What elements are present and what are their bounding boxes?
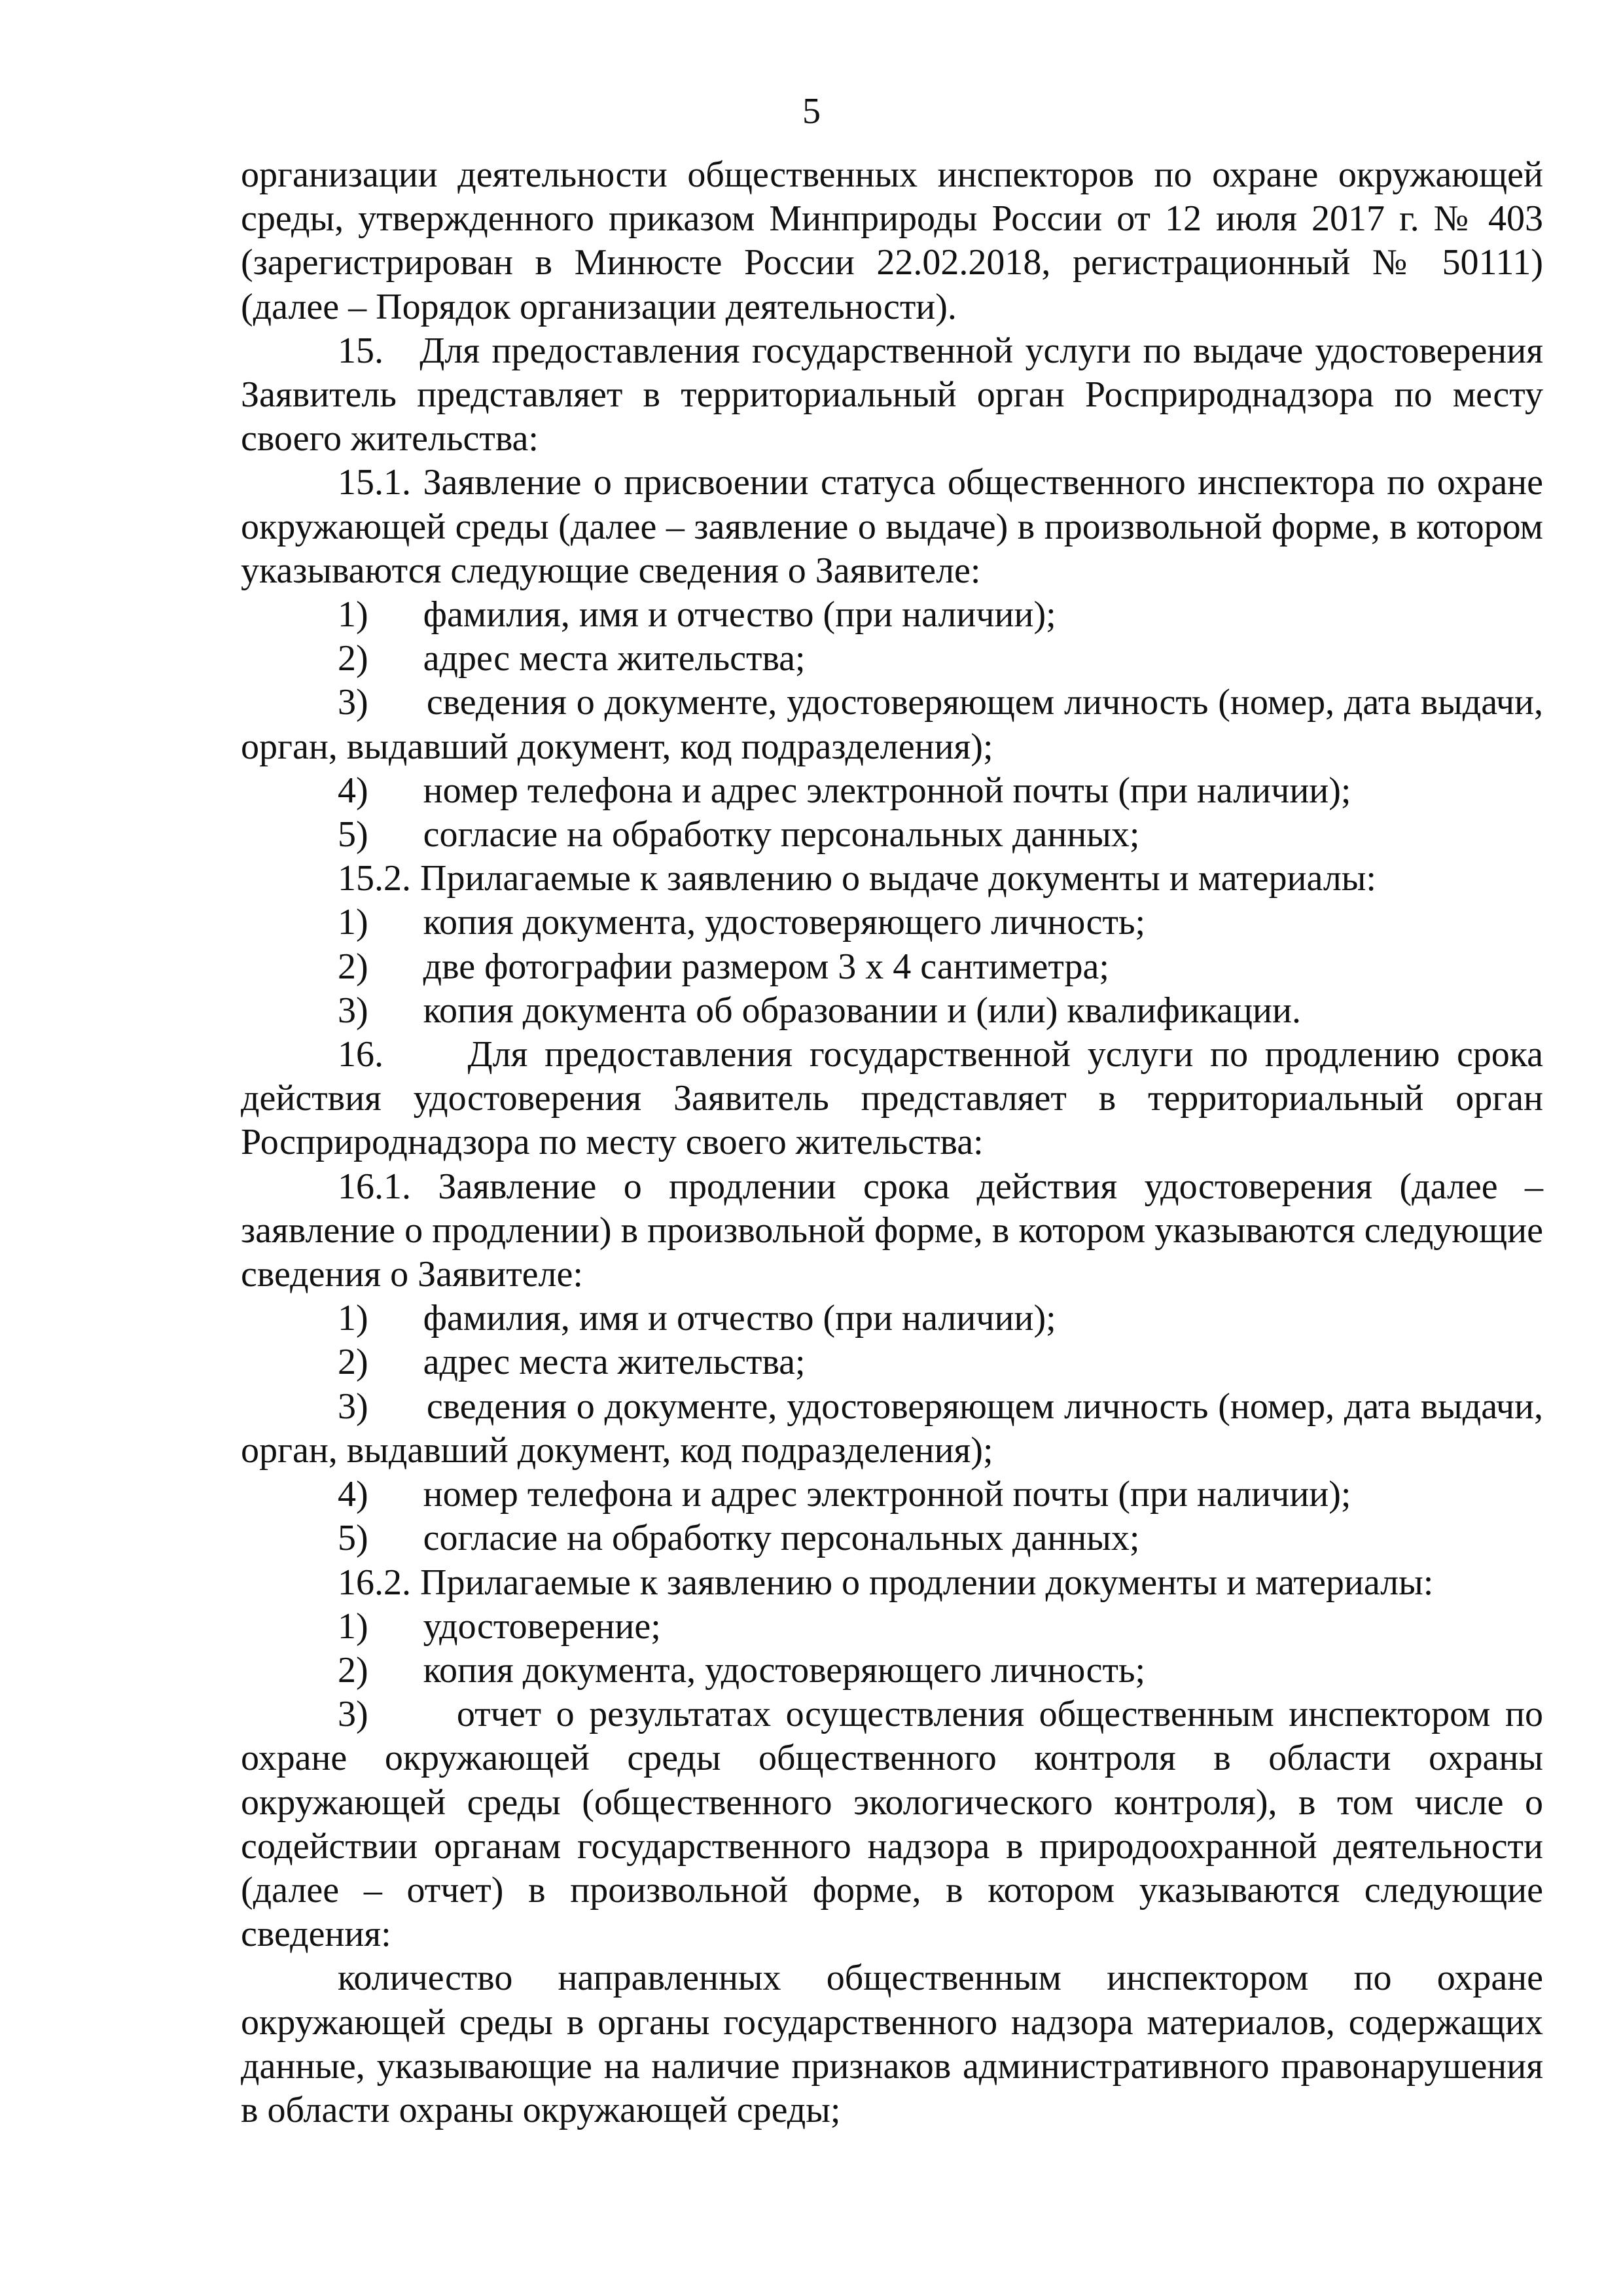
paragraph-last: количество направленных общественным инспектором по охране окружающей среды в органы государственного надзора материалов, содержащих данные, указывающие на наличие признаков административного правонарушения в области охраны окружающей среды; [241, 1958, 1543, 2130]
list-item-15-1-3 [241, 681, 1543, 768]
list-item-number: 3) [338, 1694, 368, 1735]
list-item-number: 4) [338, 770, 368, 811]
list-item-number: 1) [338, 594, 368, 636]
list-item-number: 2) [338, 638, 368, 679]
list-item-text: фамилия, имя и отчество (при наличии); [423, 1298, 1056, 1339]
paragraph-16-2-text: Прилагаемые к заявлению о продлении документы и материалы: [420, 1562, 1434, 1603]
list-item-number: 2) [338, 1342, 368, 1383]
list-item-15-1-5 [241, 813, 1543, 857]
paragraph-intro: организации деятельности общественных инспекторов по охране окружающей среды, утвержденного приказом Минприроды России от 12 июля 2017 г. № 403 (зарегистрирован в Минюсте России 22.02.2018, регистрационный № 50111) (далее – Порядок организации деятельности). [241, 154, 1543, 327]
list-item-text: номер телефона и адрес электронной почты (при наличии); [423, 1474, 1351, 1515]
paragraph-15-2-text: Прилагаемые к заявлению о выдаче документы и материалы: [420, 858, 1376, 899]
list-item-text: копия документа об образовании и (или) квалификации. [423, 990, 1301, 1031]
list-item-text: сведения о документе, удостоверяющем личность (номер, дата выдачи, орган, выдавший документ, код подразделения); [241, 682, 1543, 767]
list-item-text: две фотографии размером 3 х 4 сантиметра; [423, 946, 1109, 987]
list-item-text: копия документа, удостоверяющего личность; [423, 1649, 1146, 1691]
list-item-number: 5) [338, 1518, 368, 1559]
list-item-number: 2) [338, 946, 368, 987]
list-item-text: сведения о документе, удостоверяющем личность (номер, дата выдачи, орган, выдавший документ, код подразделения); [241, 1386, 1543, 1471]
list-item-text: согласие на обработку персональных данных; [423, 814, 1140, 855]
paragraph-15-2-number: 15.2. [338, 858, 411, 899]
page-number: 5 [802, 91, 821, 132]
list-item-16-2-3 [241, 1693, 1543, 1956]
list-item-number: 5) [338, 814, 368, 855]
list-item-16-1-2 [241, 1340, 1543, 1384]
document-body [241, 153, 1543, 2132]
paragraph-16-number: 16. [338, 1034, 383, 1075]
paragraph-15-text: Для предоставления государственной услуги по выдаче удостоверения Заявитель представляет в территориальный орган Росприроднадзора по месту своего жительства: [241, 330, 1544, 459]
list-item-15-2-2 [241, 945, 1543, 989]
list-item-text: согласие на обработку персональных данных; [423, 1518, 1140, 1559]
paragraph-15-1-number: 15.1. [338, 462, 411, 503]
list-item-number: 3) [338, 1386, 368, 1427]
paragraph-16-text: Для предоставления государственной услуги по продлению срока действия удостоверения Заявитель представляет в территориальный орган Росприроднадзора по месту своего жительства: [241, 1034, 1544, 1163]
list-item-text: удостоверение; [423, 1605, 661, 1647]
paragraph-16-2 [241, 1561, 1543, 1605]
list-item-number: 1) [338, 902, 368, 943]
paragraph-16 [241, 1033, 1543, 1165]
paragraph-15-1 [241, 461, 1543, 593]
list-item-text: отчет о результатах осуществления общественным инспектором по охране окружающей среды общественного контроля в области охраны окружающей среды (общественного экологического контроля), в том числе о содействии органам государственного надзора в природоохранной деятельности (далее – отчет) в произвольной форме, в котором указываются следующие сведения: [241, 1694, 1543, 1955]
list-item-15-1-4 [241, 769, 1543, 813]
list-item-15-1-2 [241, 637, 1543, 681]
list-item-text: адрес места жительства; [423, 1342, 806, 1383]
list-item-16-2-1 [241, 1605, 1543, 1649]
list-item-text: адрес места жительства; [423, 638, 806, 679]
list-item-16-1-1 [241, 1297, 1543, 1340]
list-item-number: 4) [338, 1474, 368, 1515]
list-item-number: 2) [338, 1649, 368, 1691]
list-item-16-2-2 [241, 1649, 1543, 1693]
list-item-16-1-3 [241, 1385, 1543, 1473]
list-item-16-1-4 [241, 1473, 1543, 1516]
list-item-text: копия документа, удостоверяющего личность; [423, 902, 1146, 943]
list-item-number: 3) [338, 682, 368, 723]
list-item-16-1-5 [241, 1516, 1543, 1560]
paragraph-15 [241, 329, 1543, 461]
paragraph-16-1-text: Заявление о продлении срока действия удостоверения (далее – заявление о продлении) в произвольной форме, в котором указываются следующие сведения о Заявителе: [241, 1166, 1544, 1295]
list-item-text: номер телефона и адрес электронной почты (при наличии); [423, 770, 1351, 811]
paragraph-16-1 [241, 1165, 1543, 1297]
paragraph-15-2 [241, 857, 1543, 901]
list-item-15-1-1 [241, 593, 1543, 637]
paragraph-15-number: 15. [338, 330, 383, 371]
paragraph-16-1-number: 16.1. [338, 1166, 411, 1207]
list-item-number: 1) [338, 1298, 368, 1339]
list-item-number: 1) [338, 1605, 368, 1647]
list-item-15-2-1 [241, 901, 1543, 944]
list-item-15-2-3 [241, 989, 1543, 1033]
paragraph-15-1-text: Заявление о присвоении статуса общественного инспектора по охране окружающей среды (далее – заявление о выдаче) в произвольной форме, в котором указываются следующие сведения о Заявителе: [241, 462, 1543, 591]
paragraph-16-2-number: 16.2. [338, 1562, 411, 1603]
list-item-text: фамилия, имя и отчество (при наличии); [423, 594, 1056, 636]
list-item-number: 3) [338, 990, 368, 1031]
